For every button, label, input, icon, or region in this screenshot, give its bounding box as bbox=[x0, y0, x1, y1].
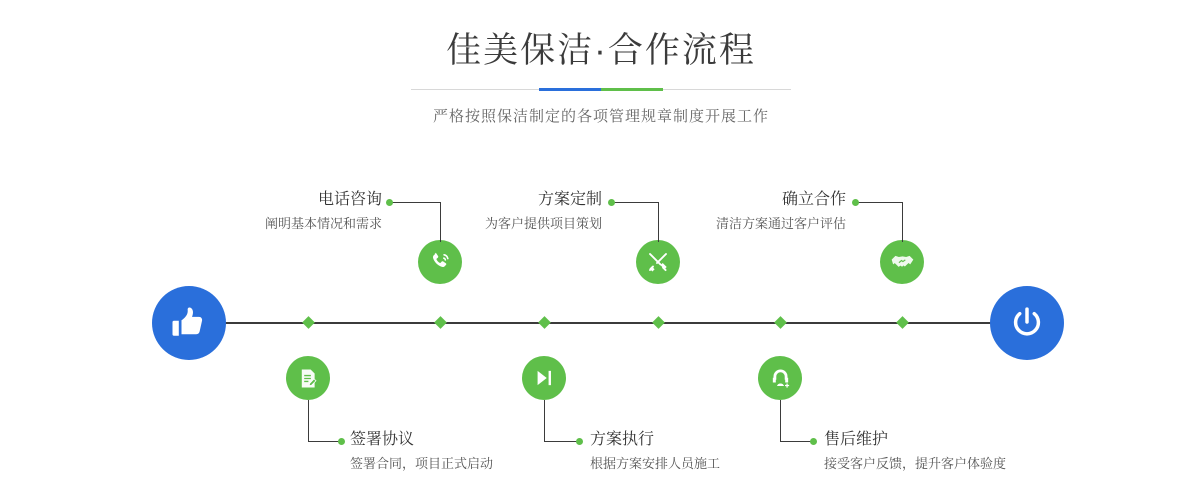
step-title-1: 电话咨询 bbox=[317, 191, 382, 208]
axis-diamond-4 bbox=[538, 316, 551, 329]
step-title-2: 签署协议 bbox=[350, 431, 415, 448]
axis-diamond-3 bbox=[652, 316, 665, 329]
step-dot-2 bbox=[338, 438, 345, 445]
document-pen-icon bbox=[297, 367, 320, 390]
step-connector-5-vertical bbox=[902, 202, 903, 242]
step-desc-5: 清洁方案通过客户评估 bbox=[715, 216, 846, 231]
step-connector-4-horizontal bbox=[544, 441, 578, 442]
end-endpoint bbox=[990, 286, 1064, 360]
step-connector-5-horizontal bbox=[856, 202, 903, 203]
divider-segment-blue bbox=[539, 88, 601, 91]
step-desc-2: 签署合同，项目正式启动 bbox=[350, 456, 494, 471]
step-connector-6-horizontal bbox=[780, 441, 812, 442]
power-icon bbox=[1008, 304, 1046, 342]
title-divider bbox=[411, 88, 791, 91]
handshake-icon bbox=[890, 250, 915, 275]
axis-diamond-1 bbox=[434, 316, 447, 329]
step-node-4[interactable] bbox=[522, 356, 566, 400]
step-label-2 bbox=[350, 430, 493, 474]
step-title-4: 方案执行 bbox=[590, 431, 655, 448]
step-desc-3: 为客户提供项目策划 bbox=[484, 216, 602, 231]
step-connector-2-vertical bbox=[308, 400, 309, 442]
tools-cross-icon bbox=[646, 250, 670, 274]
step-label-4 bbox=[590, 430, 720, 474]
thumbs-up-icon bbox=[171, 305, 207, 341]
step-label-6 bbox=[824, 430, 1006, 474]
divider-segment-green bbox=[601, 88, 663, 91]
step-node-2[interactable] bbox=[286, 356, 330, 400]
step-desc-1: 阐明基本情况和需求 bbox=[264, 216, 382, 231]
step-node-6[interactable] bbox=[758, 356, 802, 400]
step-dot-4 bbox=[576, 438, 583, 445]
step-connector-6-vertical bbox=[780, 400, 781, 442]
step-label-5 bbox=[574, 190, 846, 234]
step-node-3[interactable] bbox=[636, 240, 680, 284]
page-title: 佳美保洁·合作流程 bbox=[446, 31, 756, 70]
step-connector-2-horizontal bbox=[308, 441, 340, 442]
axis-diamond-2 bbox=[302, 316, 315, 329]
step-dot-5 bbox=[852, 199, 859, 206]
step-desc-6: 接受客户反馈，提升客户体验度 bbox=[824, 456, 1007, 471]
step-dot-6 bbox=[810, 438, 817, 445]
step-desc-4: 根据方案安排人员施工 bbox=[590, 456, 721, 471]
axis-diamond-6 bbox=[774, 316, 787, 329]
timeline bbox=[0, 180, 1202, 502]
axis-diamond-5 bbox=[896, 316, 909, 329]
step-title-3: 方案定制 bbox=[537, 191, 602, 208]
step-connector-4-vertical bbox=[544, 400, 545, 442]
step-label-3 bbox=[330, 190, 602, 234]
start-endpoint bbox=[152, 286, 226, 360]
headset-add-icon bbox=[769, 367, 792, 390]
page-subtitle: 严格按照保洁制定的各项管理规章制度开展工作 bbox=[432, 108, 769, 125]
phone-ring-icon bbox=[428, 250, 452, 274]
header bbox=[0, 28, 1202, 126]
step-title-5: 确立合作 bbox=[781, 191, 846, 208]
step-node-1[interactable] bbox=[418, 240, 462, 284]
play-forward-icon bbox=[533, 367, 555, 389]
step-title-6: 售后维护 bbox=[824, 431, 889, 448]
step-node-5[interactable] bbox=[880, 240, 924, 284]
